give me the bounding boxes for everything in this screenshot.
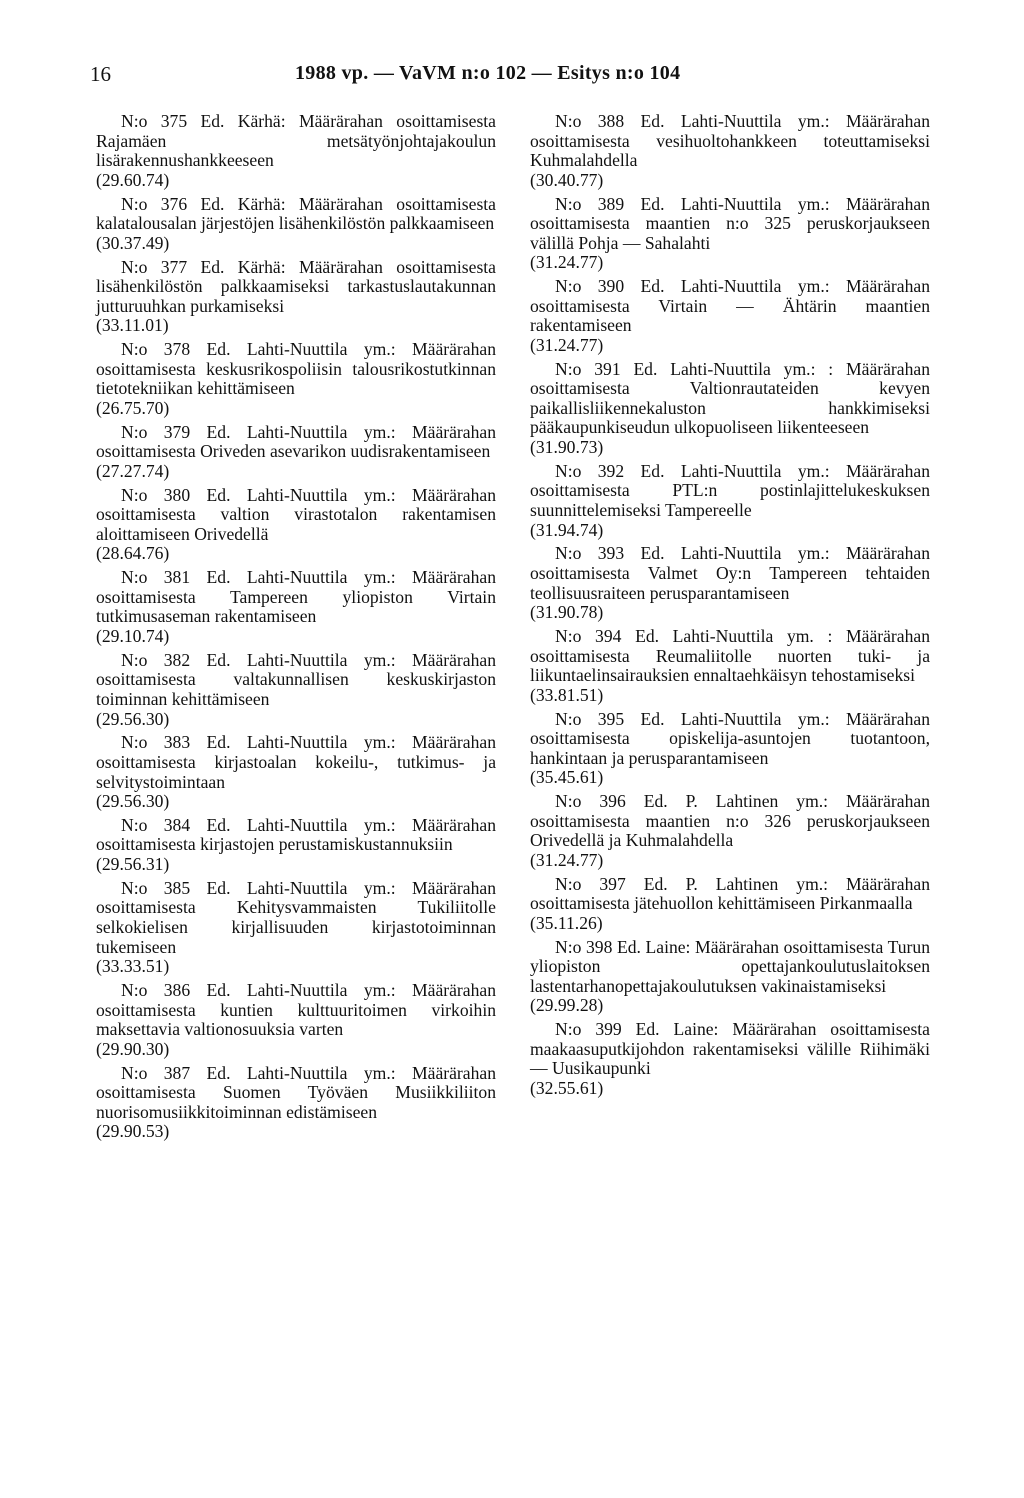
- budget-code: (29.90.30): [96, 1038, 170, 1059]
- motion-entry: [96, 1064, 496, 1142]
- motion-entry: [530, 462, 930, 540]
- motion-text: N:o 393 Ed. Lahti-Nuuttila ym.: Määrärahan osoittamisesta Valmet Oy:n Tampereen tehtaiden teollisuusraiteen perusparantamiseen: [530, 543, 930, 603]
- motion-entry: [96, 195, 496, 254]
- motion-entry: [96, 423, 496, 482]
- motion-entry: [530, 277, 930, 355]
- motion-entry: [530, 875, 930, 934]
- budget-code: (35.45.61): [530, 767, 604, 788]
- motion-entry: [530, 627, 930, 705]
- budget-code: (33.11.01): [96, 315, 169, 336]
- motion-entry: [96, 568, 496, 646]
- motion-text: N:o 375 Ed. Kärhä: Määrärahan osoittamisesta Rajamäen metsätyönjohtajakoulun lisärakennushankkeeseen: [96, 111, 496, 171]
- motion-entry: [96, 879, 496, 977]
- budget-code: (31.94.74): [530, 519, 604, 540]
- motion-text: N:o 390 Ed. Lahti-Nuuttila ym.: Määrärahan osoittamisesta Virtain — Ähtärin maantien rakentamiseen: [530, 276, 930, 336]
- budget-code: (29.56.30): [96, 708, 170, 729]
- budget-code: (31.24.77): [530, 849, 604, 870]
- motion-entry: [530, 792, 930, 870]
- budget-code: (26.75.70): [96, 397, 170, 418]
- running-title: 1988 vp. — VaVM n:o 102 — Esitys n:o 104: [295, 62, 681, 84]
- right-column: [530, 112, 930, 1103]
- budget-code: (29.99.28): [530, 995, 604, 1016]
- budget-code: (31.24.77): [530, 252, 604, 273]
- budget-code: (30.37.49): [96, 232, 170, 253]
- motion-text: N:o 396 Ed. P. Lahtinen ym.: Määrärahan osoittamisesta maantien n:o 326 peruskorjaukseen Orivedellä ja Kuhmalahdella: [530, 791, 930, 851]
- motion-text: N:o 388 Ed. Lahti-Nuuttila ym.: Määrärahan osoittamisesta vesihuoltohankkeen toteuttamiseksi Kuhmalahdella: [530, 111, 930, 171]
- motion-text: N:o 376 Ed. Kärhä: Määrärahan osoittamisesta kalatalousalan järjestöjen lisähenkilöstön palkkaamiseen: [96, 193, 496, 234]
- budget-code: (29.56.31): [96, 854, 170, 875]
- motion-text: N:o 399 Ed. Laine: Määrärahan osoittamisesta maakaasuputkijohdon rakentamiseksi välille Riihimäki — Uusikaupunki: [530, 1019, 930, 1079]
- motion-text: N:o 383 Ed. Lahti-Nuuttila ym.: Määrärahan osoittamisesta kirjastoalan kokeilu-, tutkimus- ja selvitystoimintaan: [96, 732, 496, 792]
- page-header: [0, 62, 1024, 92]
- motion-text: N:o 379 Ed. Lahti-Nuuttila ym.: Määrärahan osoittamisesta Oriveden asevarikon uudisrakentamiseen: [96, 421, 496, 462]
- motion-entry: [96, 340, 496, 418]
- motion-text: N:o 377 Ed. Kärhä: Määrärahan osoittamisesta lisähenkilöstön palkkaamiseksi tarkastuslautakunnan jutturuuhkan purkamiseksi: [96, 256, 496, 316]
- motion-entry: [530, 710, 930, 788]
- motion-entry: [96, 486, 496, 564]
- budget-code: (29.56.30): [96, 791, 170, 812]
- budget-code: (33.33.51): [96, 956, 170, 977]
- motion-entry: [96, 816, 496, 875]
- motion-entry: [530, 195, 930, 273]
- page-number: 16: [90, 62, 111, 86]
- motion-text: N:o 384 Ed. Lahti-Nuuttila ym.: Määrärahan osoittamisesta kirjastojen perustamiskustannuksiin: [96, 814, 496, 855]
- budget-code: (27.27.74): [96, 460, 170, 481]
- motion-text: N:o 398 Ed. Laine: Määrärahan osoittamisesta Turun yliopiston opettajankoulutuslaitoksen lastentarhanopettajakoulutuksen vakinaistamiseksi: [530, 936, 930, 996]
- budget-code: (29.90.53): [96, 1121, 170, 1142]
- motion-text: N:o 382 Ed. Lahti-Nuuttila ym.: Määrärahan osoittamisesta valtakunnallisen keskuskirjaston toiminnan kehittämiseen: [96, 649, 496, 709]
- motion-entry: [96, 651, 496, 729]
- motion-entry: [96, 981, 496, 1059]
- motion-text: N:o 386 Ed. Lahti-Nuuttila ym.: Määrärahan osoittamisesta kuntien kulttuuritoimen virkoihin maksettavia valtionosuuksia varten: [96, 980, 496, 1040]
- motion-entry: [530, 112, 930, 190]
- budget-code: (29.60.74): [96, 169, 170, 190]
- motion-text: N:o 381 Ed. Lahti-Nuuttila ym.: Määrärahan osoittamisesta Tampereen yliopiston Virtain tutkimusaseman rakentamiseen: [96, 567, 496, 627]
- motion-entry: [530, 544, 930, 622]
- motion-entry: [530, 1020, 930, 1098]
- motion-text: N:o 391 Ed. Lahti-Nuuttila ym.: : Määrärahan osoittamisesta Valtionrautateiden kevyen paikallisliikennekaluston hankkimiseksi pääkaupunkiseudun ulkopuoliseen liikenteeseen: [530, 358, 930, 438]
- motion-text: N:o 380 Ed. Lahti-Nuuttila ym.: Määrärahan osoittamisesta valtion virastotalon rakentamisen aloittamiseen Orivedellä: [96, 484, 496, 544]
- budget-code: (31.24.77): [530, 334, 604, 355]
- motion-entry: [530, 938, 930, 1016]
- budget-code: (31.90.78): [530, 602, 604, 623]
- motion-text: N:o 397 Ed. P. Lahtinen ym.: Määrärahan osoittamisesta jätehuollon kehittämiseen Pirkanmaalla: [530, 873, 930, 914]
- budget-code: (31.90.73): [530, 437, 604, 458]
- motion-entry: [96, 733, 496, 811]
- budget-code: (28.64.76): [96, 543, 170, 564]
- motion-text: N:o 385 Ed. Lahti-Nuuttila ym.: Määrärahan osoittamisesta Kehitysvammaisten Tukiliitolle selkokielisen kirjallisuuden kirjastotoiminnan tukemiseen: [96, 877, 496, 957]
- budget-code: (29.10.74): [96, 625, 170, 646]
- motion-text: N:o 389 Ed. Lahti-Nuuttila ym.: Määrärahan osoittamisesta maantien n:o 325 peruskorjaukseen välillä Pohja — Sahalahti: [530, 193, 930, 253]
- budget-code: (35.11.26): [530, 912, 603, 933]
- motion-entry: [530, 360, 930, 458]
- budget-code: (32.55.61): [530, 1077, 604, 1098]
- motion-text: N:o 378 Ed. Lahti-Nuuttila ym.: Määrärahan osoittamisesta keskusrikospoliisin talousrikostutkinnan tietotekniikan kehittämiseen: [96, 339, 496, 399]
- motion-entry: [96, 258, 496, 336]
- motion-text: N:o 387 Ed. Lahti-Nuuttila ym.: Määrärahan osoittamisesta Suomen Työväen Musiikkiliiton nuorisomusiikkitoiminnan edistämiseen: [96, 1062, 496, 1122]
- motion-text: N:o 394 Ed. Lahti-Nuuttila ym. : Määrärahan osoittamisesta Reumaliitolle nuorten tuki- ja liikuntaelinsairauksien ennaltaehkäisyn tehostamiseksi: [530, 625, 930, 686]
- motion-text: N:o 395 Ed. Lahti-Nuuttila ym.: Määrärahan osoittamisesta opiskelija-asuntojen tuotantoon, hankintaan ja perusparantamiseen: [530, 708, 930, 768]
- motion-text: N:o 392 Ed. Lahti-Nuuttila ym.: Määrärahan osoittamisesta PTL:n postinlajittelukeskuksen suunnittelemiseksi Tampereelle: [530, 460, 930, 521]
- budget-code: (30.40.77): [530, 169, 604, 190]
- motion-entry: [96, 112, 496, 190]
- left-column: [96, 112, 496, 1146]
- budget-code: (33.81.51): [530, 684, 604, 705]
